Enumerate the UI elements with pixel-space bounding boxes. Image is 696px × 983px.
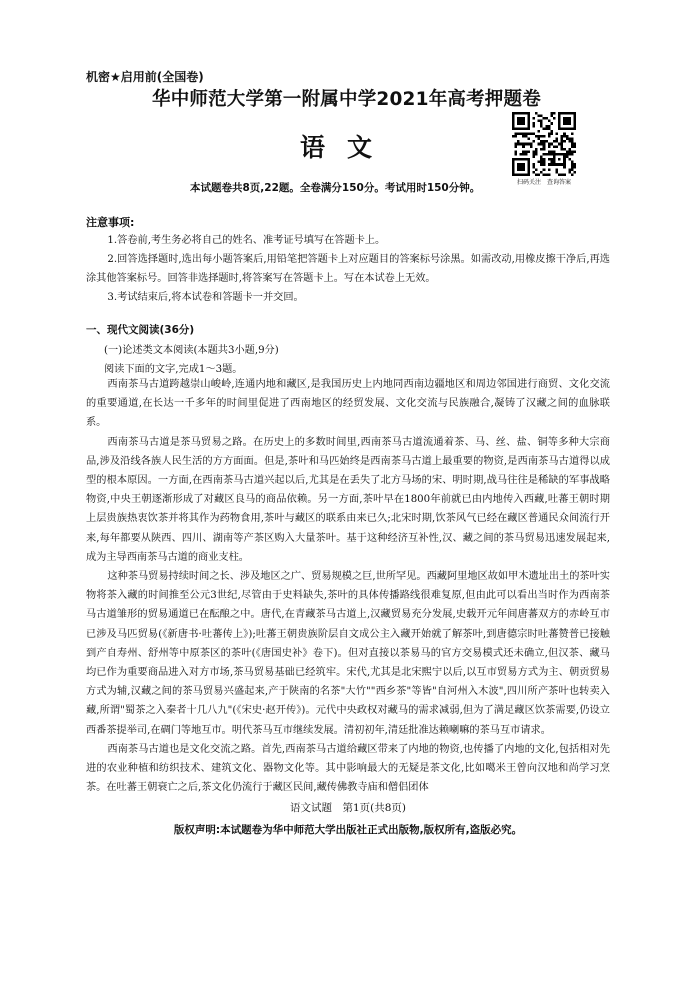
article-paragraph: 这种茶马贸易持续时间之长、涉及地区之广、贸易规模之巨,世所罕见。西藏阿里地区故如甲木遗址出土的茶叶实物将茶入藏的时间推至公元3世纪,尽管由于史料缺失,茶叶的具体传播路线很难复原,但由此可以看出当时作为西南茶马古道雏形的贸易通道已在酝酿之中。唐代,在青藏茶马古道上,汉藏贸易充分发展,史载开元年间唐蕃双方的赤岭互市已涉及马匹贸易(《新唐书·吐蕃传上》);吐蕃王朝贵族阶层自文成公主入藏开始就了解茶叶,到唐德宗时吐蕃赞普已接触到产自寿州、舒州等中原茶区的茶叶(《唐国史补》卷下)。但对直接以茶易马的官方交易模式还未确立,但汉茶、藏马均已作为重要商品进入对方市场,茶马贸易基础已经筑牢。宋代,尤其是北宋熙宁以后,以互市贸易方式为主、朝贡贸易方式为辅,汉藏之间的茶马贸易兴盛起来,产于陕南的名茶"大竹""西乡茶"等皆"自河州入木波",四川所产茶叶也转卖入藏,所谓"蜀茶之入秦者十几八九"(《宋史·赵开传》)。元代中央政权对藏马的需求减弱,但为了满足藏区饮茶需要,仍设立西番茶提举司,在碉门等地互市。明代茶马互市继续发展。清初初年,清廷批准达赖喇嘛的茶马互市请求。 <box>86 571 610 736</box>
qr-code-icon <box>512 112 576 176</box>
article-paragraph: 西南茶马古道是茶马贸易之路。在历史上的多数时间里,西南茶马古道流通着茶、马、丝、盐、铜等多种大宗商品,涉及沿线各族人民生活的方方面面。但是,茶叶和马匹始终是西南茶马古道上最重要的物资,是西南茶马古道得以成型的根本原因。一方面,在西南茶马古道兴起以后,尤其是在丢失了北方马场的宋、明时期,战马往往是稀缺的军事战略物资,中央王朝逐渐形成了对藏区良马的商品依赖。另一方面,茶叶早在1800年前就已由内地传入西藏,吐蕃王朝时期上层贵族热衷饮茶并将其作为药物食用,茶叶与藏区的联系由来已久;北宋时期,饮茶风气已经在藏区普通民众间流行开来,每年都要从陕西、四川、湖南等产茶区购入大量茶叶。基于这种经济互补性,汉、藏之间的茶马贸易迅速发展起来,成为主导西南茶马古道的商业支柱。 <box>86 436 610 563</box>
reading-instruction: 阅读下面的文字,完成1～3题。 <box>104 364 243 375</box>
qr-code[interactable] <box>512 112 576 186</box>
reading-article <box>86 375 610 797</box>
notice-title: 注意事项: <box>86 216 135 229</box>
subject-title: 语文 <box>300 133 395 162</box>
section-title: 一、现代文阅读(36分) <box>86 324 195 336</box>
page-footer: 语文试题 第1页(共8页) <box>289 802 407 814</box>
article-paragraph: 西南茶马古道跨越崇山峻岭,连通内地和藏区,是我国历史上内地同西南边疆地区和周边邻国进行商贸、文化交流的重要通道,在长达一千多年的时间里促进了西南地区的经贸发展、文化交流与民族融合,凝铸了汉藏之间的血脉联系。 <box>86 379 610 429</box>
copyright-notice: 版权声明:本试题卷为华中师范大学出版社正式出版物,版权所有,盗版必究。 <box>173 824 523 836</box>
secret-label: 机密★启用前(全国卷) <box>86 70 204 84</box>
article-paragraph: 西南茶马古道也是文化交流之路。首先,西南茶马古道给藏区带来了内地的物资,也传播了内地的文化,包括相对先进的农业种植和纺织技术、建筑文化、器物文化等。其中影响最大的无疑是茶文化,比如噶米王曾向汉地和尚学习烹茶。在吐蕃王朝衰亡之后,茶文化仍流行于藏区民间,藏传佛教寺庙和僧侣团体 <box>86 743 610 794</box>
notice-item: 3.考试结束后,将本试卷和答题卡一并交回。 <box>107 292 304 303</box>
notice-item: 1.答卷前,考生务必将自己的姓名、准考证号填写在答题卡上。 <box>107 235 386 246</box>
notice-item: 2.回答选择题时,选出每小题答案后,用铅笔把答题卡上对应题目的答案标号涂黑。如需改动,用橡皮擦干净后,再选涂其他答案标号。回答非选择题时,将答案写在答题卡上。写在本试卷上无效。 <box>86 254 610 284</box>
exam-title: 华中师范大学第一附属中学2021年高考押题卷 <box>152 89 541 110</box>
exam-info: 本试题卷共8页,22题。全卷满分150分。考试用时150分钟。 <box>190 182 481 194</box>
qr-caption: 扫码关注 查询答案 <box>516 179 571 186</box>
section-subtitle: (一)论述类文本阅读(本题共3小题,9分) <box>104 345 279 356</box>
